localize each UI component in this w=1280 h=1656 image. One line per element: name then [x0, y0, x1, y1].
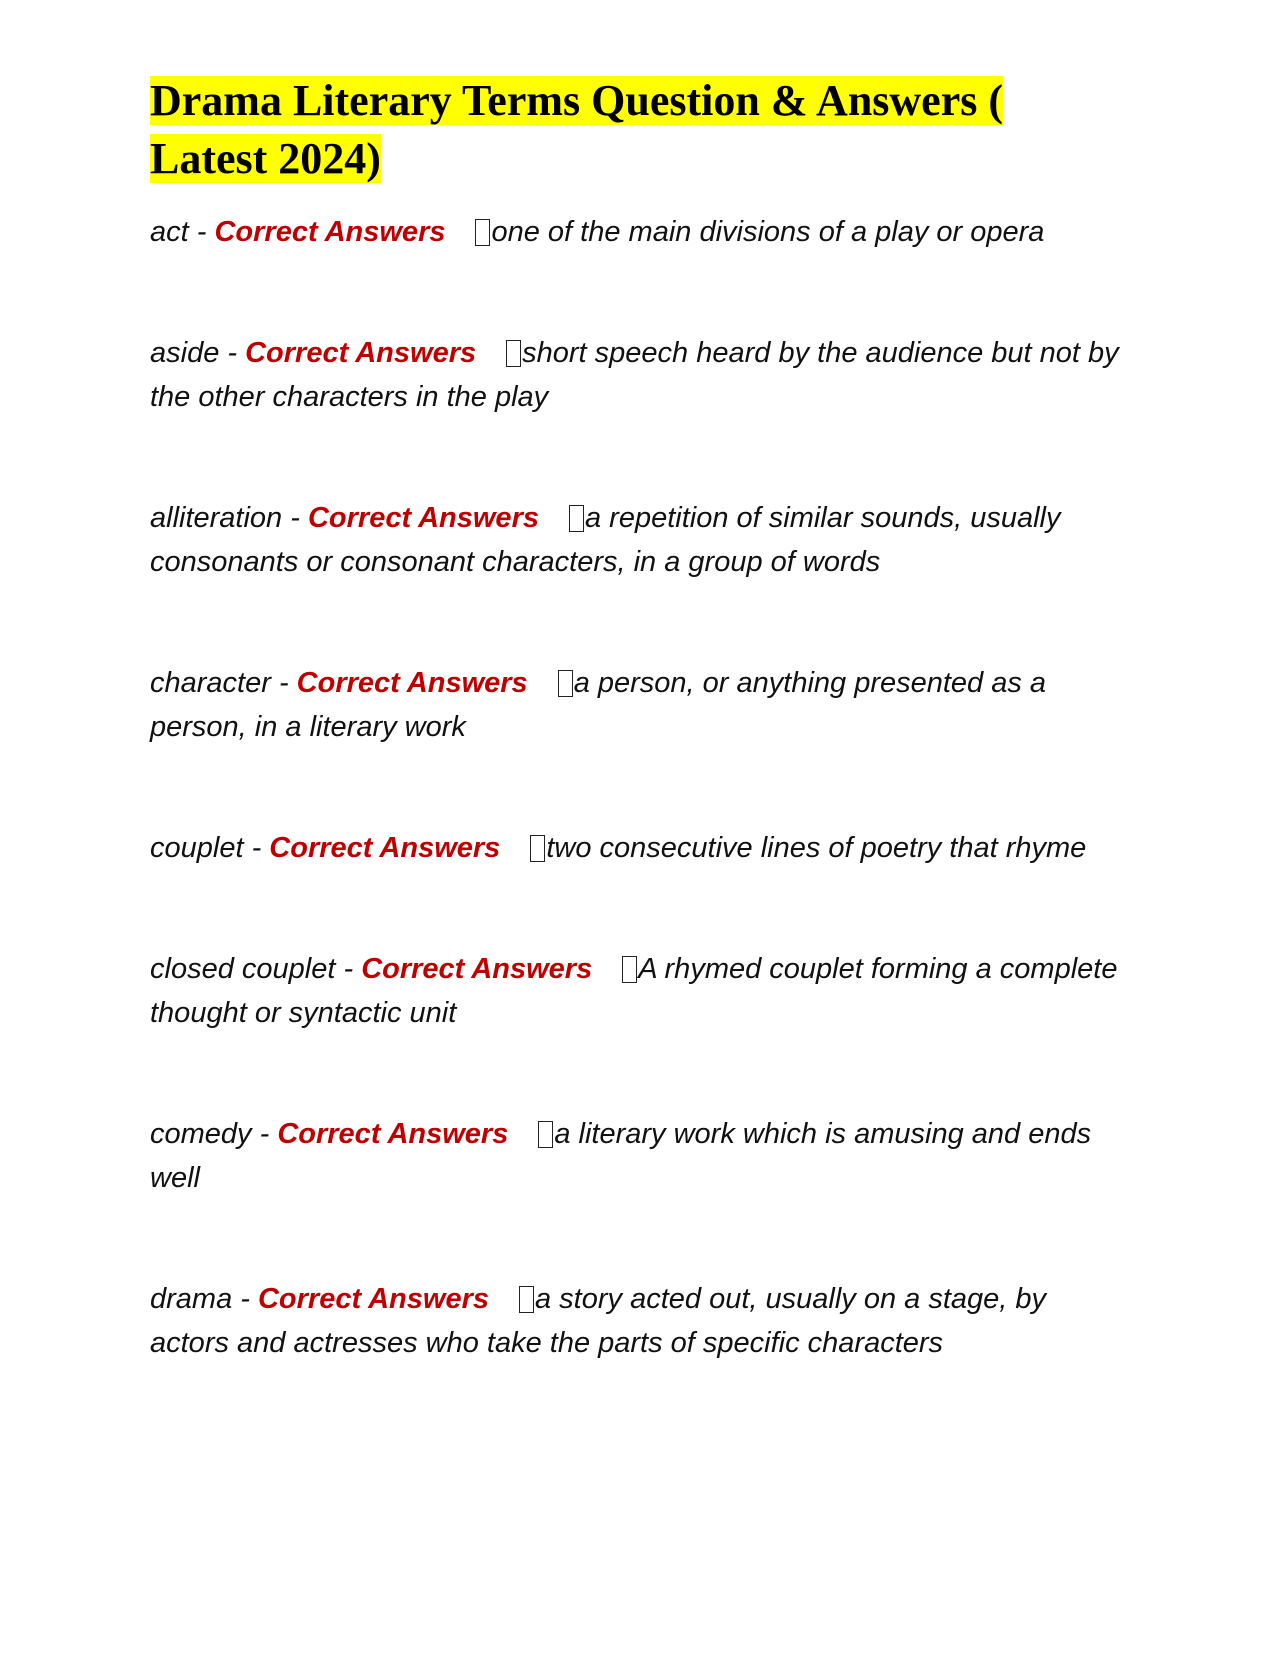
missing-glyph-icon	[558, 670, 573, 697]
answer-label: Correct Answers	[245, 337, 477, 369]
term-entry: drama - Correct Answers a story acted out, usually on a stage, by actors and actresses who take the parts of specific characters	[150, 1283, 1047, 1359]
missing-glyph-icon	[475, 219, 490, 246]
term-entry: act - Correct Answers one of the main divisions of a play or opera	[150, 216, 1045, 248]
answer-label: Correct Answers	[269, 832, 501, 864]
definition: a literary work which is amusing and ends well	[150, 1118, 1092, 1194]
missing-glyph-icon	[506, 340, 521, 367]
term-list	[150, 210, 1130, 1365]
definition: A rhymed couplet forming a complete thought or syntactic unit	[150, 953, 1118, 1029]
term: character	[150, 667, 271, 699]
definition: a person, or anything presented as a person, in a literary work	[150, 667, 1047, 743]
term: couplet	[150, 832, 244, 864]
document-title-text: Drama Literary Terms Question & Answers ( Latest 2024)	[150, 76, 1004, 183]
document-page	[150, 72, 1130, 1442]
definition: two consecutive lines of poetry that rhyme	[546, 832, 1087, 864]
term: act	[150, 216, 189, 248]
definition: a repetition of similar sounds, usually consonants or consonant characters, in a group of words	[150, 502, 1061, 578]
missing-glyph-icon	[519, 1286, 534, 1313]
answer-label: Correct Answers	[296, 667, 528, 699]
definition: a story acted out, usually on a stage, by actors and actresses who take the parts of specific characters	[150, 1283, 1047, 1359]
missing-glyph-icon	[538, 1121, 553, 1148]
term-entry: aside - Correct Answers short speech heard by the audience but not by the other characters in the play	[150, 337, 1119, 413]
answer-label: Correct Answers	[277, 1118, 509, 1150]
term-entry: comedy - Correct Answers a literary work which is amusing and ends well	[150, 1118, 1092, 1194]
answer-label: Correct Answers	[361, 953, 593, 985]
term: alliteration	[150, 502, 283, 534]
term: closed couplet	[150, 953, 336, 985]
term-entry: character - Correct Answers a person, or anything presented as a person, in a literary work	[150, 667, 1047, 743]
term: drama	[150, 1283, 233, 1315]
answer-label: Correct Answers	[257, 1283, 489, 1315]
term: aside	[150, 337, 220, 369]
missing-glyph-icon	[569, 505, 584, 532]
missing-glyph-icon	[622, 956, 637, 983]
term-entry: couplet - Correct Answers two consecutive lines of poetry that rhyme	[150, 832, 1087, 864]
definition: short speech heard by the audience but not by the other characters in the play	[150, 337, 1119, 413]
answer-label: Correct Answers	[214, 216, 446, 248]
document-title	[150, 72, 1130, 188]
term-entry: closed couplet - Correct Answers A rhymed couplet forming a complete thought or syntactic unit	[150, 953, 1118, 1029]
missing-glyph-icon	[530, 835, 545, 862]
answer-label: Correct Answers	[307, 502, 539, 534]
term-entry: alliteration - Correct Answers a repetition of similar sounds, usually consonants or consonant characters, in a group of words	[150, 502, 1061, 578]
term: comedy	[150, 1118, 252, 1150]
definition: one of the main divisions of a play or opera	[491, 216, 1045, 248]
